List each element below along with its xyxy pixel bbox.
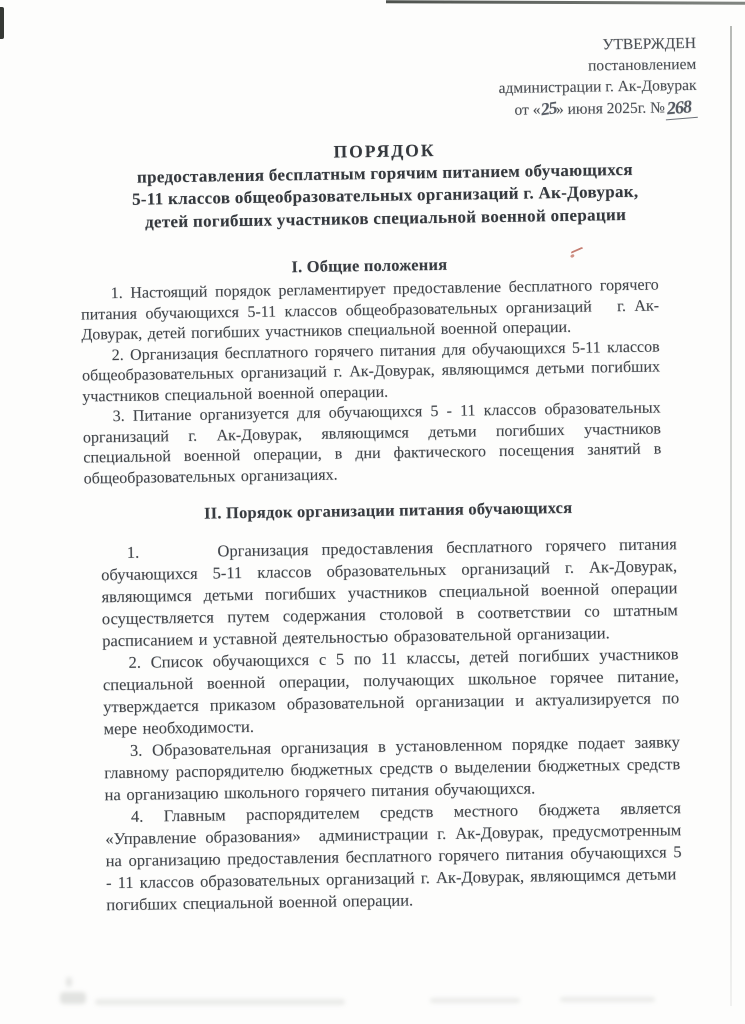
- paragraph: 3. Образовательная организация в установленном порядке подает заявку главному распорядителю бюджетных средств о выделении бюджетных средств на организацию школьного горячего питания обучающихся.: [104, 732, 681, 805]
- paragraph: 3. Питание организуется для обучающихся 5 - 11 классов образовательных организаций г. Ак-Довурак, являющимся детьми погибших участников специальной военной операции, в дни фактического посещения занятий в общеобразовательных организациях.: [82, 399, 662, 488]
- date-middle: » июня 2025г. №: [555, 99, 666, 119]
- section-general-provisions: [80, 251, 662, 489]
- section-heading: II. Порядок организации питания обучающихся: [203, 497, 573, 523]
- paragraph: 2. Организация бесплатного горячего питания для обучающихся 5-11 классов общеобразовательных организаций г. Ак-Довурак, являющимся детьми погибших участников специальной военной операции.: [81, 337, 661, 406]
- approval-line-resolution: постановлением: [587, 55, 697, 75]
- paragraph: 1. Настоящий порядок регламентирует предоставление бесплатного горячего питания обучающихся 5-11 классов общеобразовательных организаций г. Ак-Довурак, детей погибших участников специальной военной операции.: [80, 276, 660, 344]
- approval-block: [0, 33, 697, 129]
- document-title: [64, 135, 705, 235]
- section-heading: I. Общие положения: [291, 254, 448, 277]
- handwritten-day: 25: [539, 97, 558, 120]
- approval-line-approved: УТВЕРЖДЕН: [602, 34, 697, 54]
- section-meal-organization: [100, 496, 682, 916]
- paragraph: 4. Главным распорядителем средств местного бюджета является «Управление образования» администрации г. Ак-Довурак, предусмотренным на организацию предоставления бесплатного горячего питания обучающихся 5 - 11 классов образовательных организаций г. Ак-Довурак, являющимся детьми погибших специальной военной операции.: [105, 798, 683, 915]
- title-line: детей погибших участников специальной военной операции: [144, 204, 627, 232]
- handwritten-doc-number: 268: [664, 96, 698, 121]
- title-line: ПОРЯДОК: [333, 139, 436, 162]
- paragraph: 2. Список обучающихся с 5 по 11 классы, детей погибших участников специальной военной операции, получающих школьное горячее питание, утверждается приказом образовательной организации и актуализируется по мере необходимости.: [102, 644, 680, 739]
- paragraph: 1. Организация предоставления бесплатного горячего питания обучающихся 5-11 классов образовательных организаций г. Ак-Довурак, являющимся детьми погибших участников специальной военной операции осуществляется путем содержания столовой в соответствии со штатным расписанием и уставной деятельностью образовательной организации.: [100, 534, 678, 651]
- title-line: предоставления бесплатным горячим питанием обучающихся: [136, 159, 633, 187]
- date-prefix: от «: [514, 101, 541, 119]
- title-line: 5-11 классов общеобразовательных организаций г. Ак-Довурак,: [131, 181, 639, 209]
- approval-line-administration: администрации г. Ак-Довурак: [498, 76, 697, 97]
